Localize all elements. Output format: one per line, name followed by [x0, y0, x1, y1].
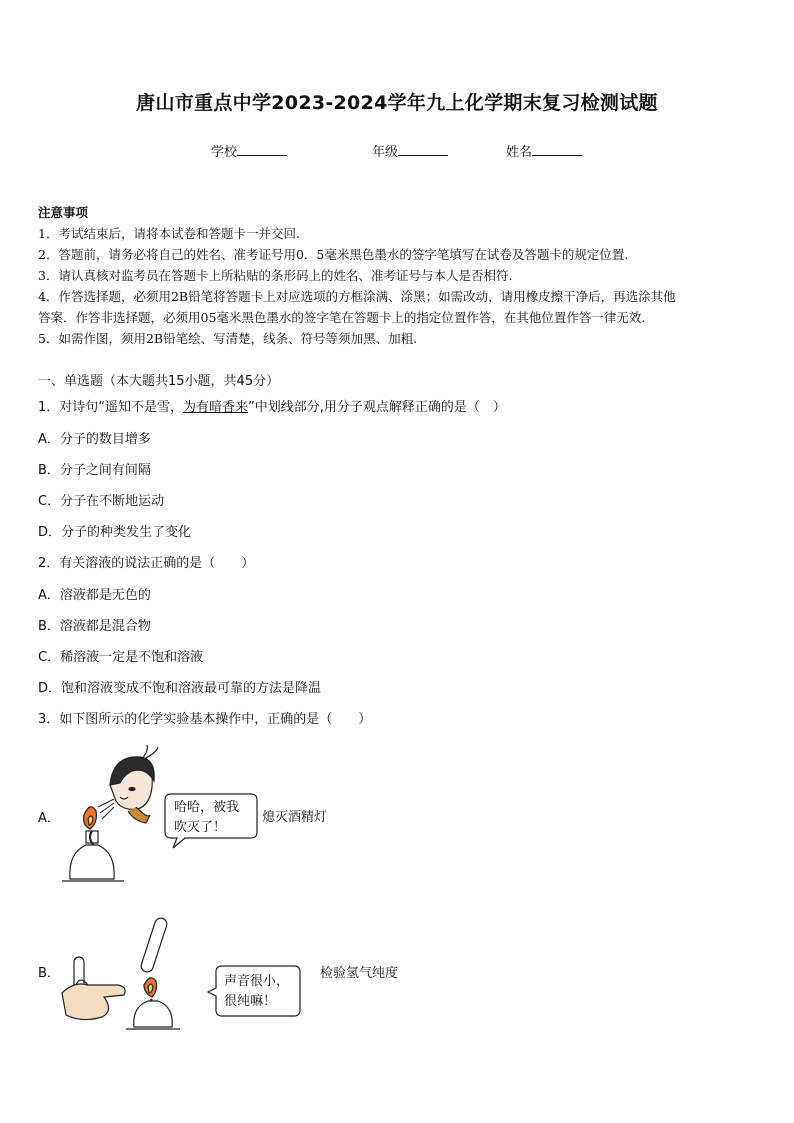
question-3-stem: 3．如下图所示的化学实验基本操作中，正确的是（ ） [38, 712, 372, 727]
breath-lines-icon [98, 799, 114, 819]
grade-field [372, 141, 448, 160]
q2-option-c: C．稀溶液一定是不饱和溶液 [38, 650, 204, 665]
q2-option-d: D．饱和溶液变成不饱和溶液最可靠的方法是降温 [38, 681, 322, 696]
q3-option-b-illustration [58, 915, 188, 1035]
name-field [506, 141, 582, 160]
section-heading: 一、单选题（本大题共15小题，共45分） [38, 374, 280, 389]
notice-item: 4．作答选择题，必须用2B铅笔将答题卡上对应选项的方框涂满、涂黑；如需改动，请用橡皮擦干净后，再选涂其他 [38, 289, 676, 304]
notice-item: 答案．作答非选择题，必须用05毫米黑色墨水的签字笔在答题卡上的指定位置作答，在其他位置作答一律无效. [38, 310, 646, 325]
q3-option-b-label: B． [38, 966, 60, 981]
question-1-stem [38, 396, 506, 415]
notice-item: 2．答题前，请务必将自己的姓名、准考证号用0．5毫米黑色墨水的签字笔填写在试卷及答题卡的规定位置. [38, 247, 629, 262]
q1-option-c: C．分子在不断地运动 [38, 494, 165, 509]
girl-head-icon [110, 745, 158, 823]
q3-option-a-speech-line-2: 吹灭了！ [174, 820, 227, 835]
q3-option-a-speech-line-1: 哈哈，被我 [174, 800, 240, 815]
question-2-stem: 2．有关溶液的说法正确的是（ ） [38, 556, 255, 571]
page-title: 唐山市重点中学2023-2024学年九上化学期末复习检测试题 [136, 92, 658, 114]
q1-option-d: D．分子的种类发生了变化 [38, 525, 192, 540]
notice-item: 5．如需作图，须用2B铅笔绘、写清楚，线条、符号等须加黑、加粗. [38, 331, 418, 346]
q3-option-b-speech-line-1: 声音很小， [224, 974, 290, 989]
school-blank [237, 143, 287, 156]
notice-item: 1．考试结束后，请将本试卷和答题卡一并交回. [38, 226, 300, 241]
notice-item: 3．请认真核对监考员在答题卡上所粘贴的条形码上的姓名、准考证号与本人是否相符. [38, 268, 513, 283]
q2-option-a: A．溶液都是无色的 [38, 588, 151, 603]
q3-option-b-caption: 检验氢气纯度 [320, 966, 399, 981]
q1-underlined: 为有暗香来 [183, 400, 249, 415]
grade-blank [398, 143, 448, 156]
name-label: 姓名 [506, 145, 533, 160]
alcohol-lamp-icon [62, 807, 124, 881]
name-blank [532, 143, 582, 156]
q3-option-b-speech-line-2: 很纯嘛！ [224, 994, 277, 1009]
inverted-test-tube-icon [140, 917, 169, 974]
alcohol-lamp-icon [126, 978, 180, 1029]
q3-option-a-caption: 熄灭酒精灯 [262, 810, 328, 825]
q1-prefix: 1．对诗句“遥知不是雪， [38, 400, 184, 415]
q3-option-a-label: A． [38, 811, 60, 826]
notice-heading: 注意事项 [38, 205, 89, 220]
q1-option-b: B．分子之间有间隔 [38, 463, 151, 478]
q1-suffix: ”中划线部分,用分子观点解释正确的是（ ） [248, 400, 506, 415]
q1-option-a: A．分子的数目增多 [38, 432, 151, 447]
hand-icon [62, 980, 125, 1020]
q2-option-b: B．溶液都是混合物 [38, 619, 151, 634]
school-label: 学校 [211, 145, 238, 160]
school-field [211, 141, 287, 160]
grade-label: 年级 [372, 145, 399, 160]
